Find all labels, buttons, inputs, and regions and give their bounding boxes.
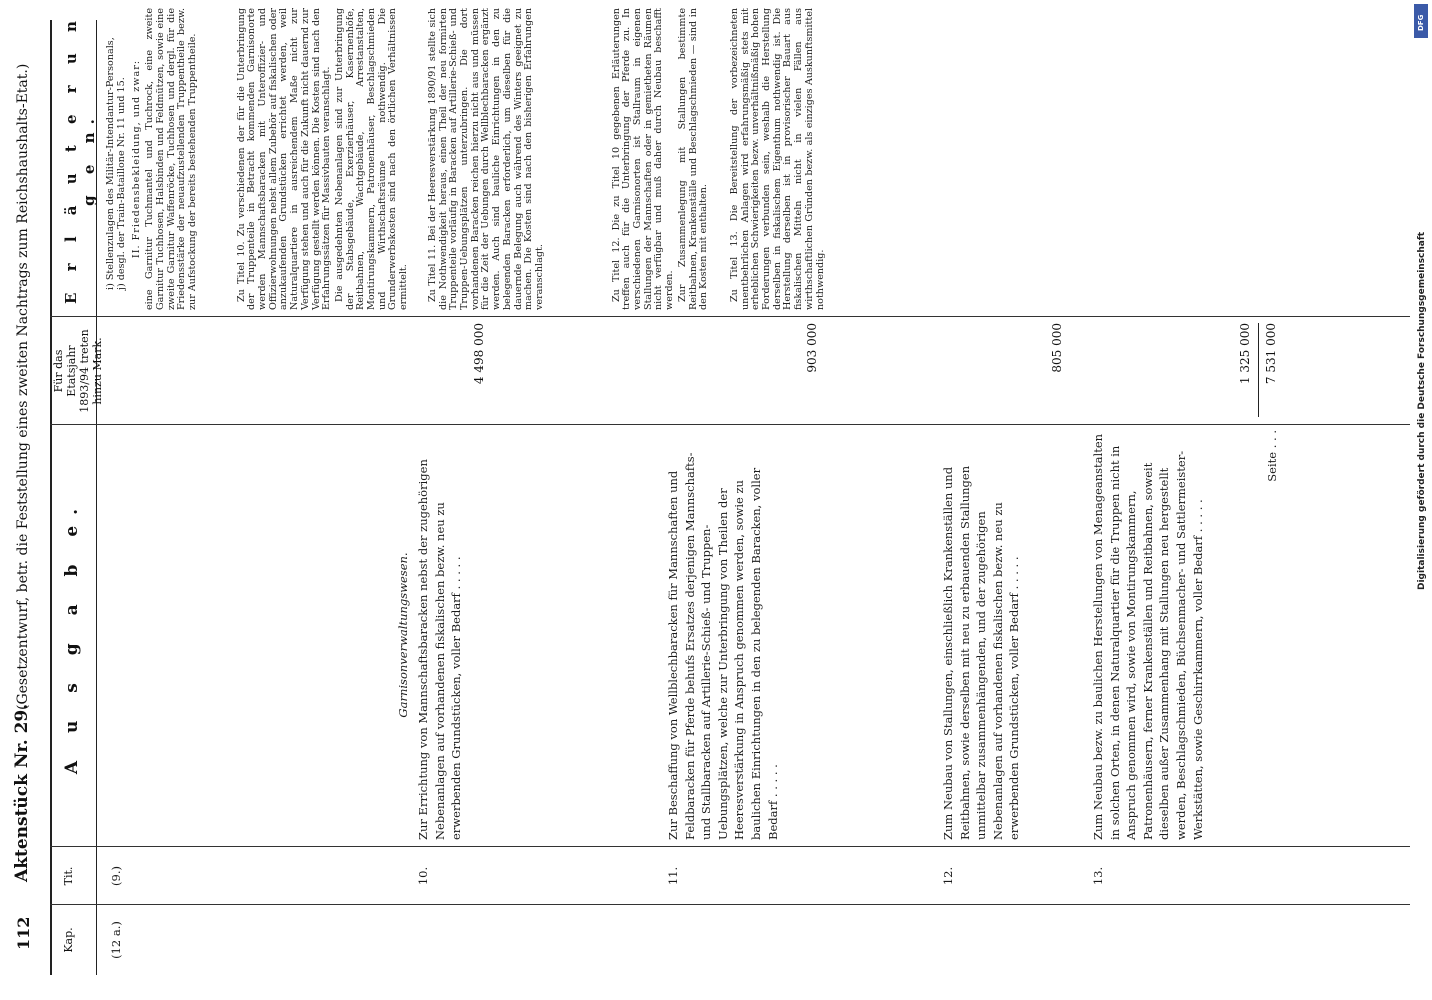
column-header-betrag: Für das Etatsjahr 1893/94 treten hinzu Mark. <box>52 329 104 413</box>
explanation-titel-11: Zu Titel 11. Bei der Heeresverstärkung 1890/91 stellte sich die Nothwendigkeit heraus, einen Theil der neu formirten Truppenteile vorläufig in Baracken auf Artillerie-Schieß- und Truppen-Uebungsplätzen unterzubringen. Die dort vorhandenen Baracken reichen hierzu nicht aus und müssen für die Zeit der Uebungen durch Wellblechbaracken ergänzt werden. Auch sind bauliche Einrichtungen in den zu belegenden Baracken erforderlich, um dieselben für die dauernde Belegung auch während des Winters geeignet zu machen. Die Kosten sind nach den bisherigen Erfahrungen veranschlagt. <box>426 8 545 310</box>
explanation-section-ii: II. Friedensbekleidung, und zwar: <box>131 59 143 259</box>
seite-label: Seite . . . <box>1265 430 1279 482</box>
explanation-titel-13: Zu Titel 13. Die Bereitstellung der vorbezeichneten unentbehrlichen Anlagen wird erfahrungsmäßig stets mit erheblichen Schwierigkeiten bezw. unverhältnißmäßig hohen Forderungen verbunden sein, weshalb die Herstellung derselben in fiskalischem Eigenthum nothwendig ist. Die Herstellung derselben ist in provisorischer Bauart aus fiskalischen Mitteln nicht in vielen Fällen aus wirthschaftlichen Gründen bezw. als einziges Auskunftsmittel nothwendig. <box>728 8 826 310</box>
explanation-titel-10: Zu Titel 10. Zu verschiedenen der für die Unterbringung der Truppenteile in Betracht kommenden Garnisonorte werden Mannschaftsbaracken mit Unteroffizier- und Offizierwohnungen nebst allem Zubehör auf fiskalischen oder anzukaufenden Grundstücken errichtet werden, weil Naturalquartiere in ausreichendem Maße nicht zur Verfügung stehen und auch für die Zukunft nicht dauernd zur Verfügung gestellt werden können. Die Kosten sind nach den Erfahrungssätzen für Massivbauten veranschlagt. <box>235 8 333 310</box>
document-title: (Gesetzentwurf, betr. die Feststellung eines zweiten Nachtrags zum Reichshaushalts-Etat.) <box>15 63 31 710</box>
row-11-ausgabe: Zur Beschaffung von Wellblechbaracken für Mannschaften und Feldbaracken für Pferde behufs Ersatzes derjenigen Mannschafts- und Stallbaracken auf Artillerie-Schieß- und Truppen-Uebungsplätzen, welche zur Unterbringung von Theilen der Heeresverstärkung in Anspruch genommen werden, sowie zu baulichen Einrichtungen in den zu belegenden Baracken, voller Bedarf . . . . . <box>666 452 780 840</box>
tit-value: (9.) <box>109 866 123 886</box>
row-11-titel: 11. <box>666 866 680 886</box>
row-13-ausgabe: Zum Neubau bezw. zu baulichen Herstellungen von Menageanstalten in solchen Orten, in denen Naturalquartier für die Truppen nicht in Anspruch genommen wird, sowie von Montirungskammern, Patronenhäusern, ferner Krankenställen und Reitbahnen, soweit dieselben außer Zusammenhang mit Stallungen neu hergestellt werden, Beschlagschmieden, Büchsenmacher- und Sattlermeister-Werkstätten, sowie Geschirrkammern, voller Bedarf . . . . . <box>1091 433 1205 840</box>
row-13-betrag: 1 325 000 <box>1238 323 1252 385</box>
row-12-titel: 12. <box>941 866 955 886</box>
table-top-rule <box>50 20 52 975</box>
explanation-titel-12: Zu Titel 12. Die zu Titel 10 gegebenen Erläuterungen treffen auch für die Unterbringung der Pferde zu. In verschiedenen Garnisonorten ist Stallraum in eigenen Stallungen der Mannschaften oder in gemietheten Räumen nicht verfügbar und muß daher durch Neubau beschafft werden. <box>610 8 676 310</box>
row-13-titel: 13. <box>1091 866 1105 886</box>
page-number: 112 <box>14 916 33 950</box>
column-divider-betrag <box>50 316 1410 317</box>
kap-value: (12 a.) <box>109 921 123 959</box>
row-12-betrag: 805 000 <box>1050 323 1064 373</box>
column-divider-kap <box>50 904 1410 905</box>
column-divider-ausgabe <box>50 424 1410 425</box>
digitization-credit: Digitalisierung gefördert durch die Deutsche Forschungsgemeinschaft <box>1417 231 1427 590</box>
column-header-kap: Kap. <box>62 927 75 953</box>
row-10-ausgabe: Zur Errichtung von Mannschaftsbaracken nebst der zugehörigen Nebenanlagen auf vorhandenen fiskalischen bezw. neu zu erwerbenden Grundstücken, voller Bedarf . . . . . <box>416 459 464 840</box>
dfg-logo: DFG <box>1414 4 1428 38</box>
row-10-betrag: 4 498 000 <box>472 323 486 385</box>
column-divider-tit <box>50 846 1410 847</box>
explanation-bekleidung: eine Garnitur Tuchmantel und Tuchrock, eine zweite Garnitur Tuchhosen, Halsbinden und Feldmützen, sowie eine zweite Garnitur Waffenröcke, Tuchhosen und dergl. für die Friedensstärke der neuaufzustellenden Truppentheile bezw. zur Aufstockung der bereits bestehenden Truppentheile. <box>144 8 198 310</box>
document-number: Aktenstück Nr. 29. <box>12 703 32 882</box>
row-12-ausgabe: Zum Neubau von Stallungen, einschließlich Krankenställen und Reitbahnen, sowie derselben mit neu zu erbauenden Stallungen unmittelbar zusammenhängenden, und der zugehörigen Nebenanlagen auf vorhandenen fiskalischen bezw. neu zu erwerbenden Grundstücken, voller Bedarf . . . . . <box>941 465 1022 840</box>
explanation-line-j: j) desgl. der Train-Bataillone Nr. 11 und 15. <box>115 77 127 290</box>
section-heading: Garnisonverwaltungswesen. <box>396 552 410 718</box>
explanation-line-i: i) Stellenzulagen des Militär-Intendantur-Personals, <box>105 37 116 290</box>
column-header-erlaeuterungen: E r l ä u t e r u n g e n. <box>62 13 98 304</box>
sum-rule <box>1258 323 1259 417</box>
row-10-titel: 10. <box>416 866 430 886</box>
digitization-sidebar <box>1417 0 1429 1000</box>
explanations-column <box>106 8 826 310</box>
explanation-zusammenlegung: Zur Zusammenlegung mit Stallungen bestimmte Reitbahnen, Krankenställe und Beschlagschmieden — sind in den Kosten mit enthalten. <box>676 8 710 310</box>
column-header-tit: Tit. <box>62 866 75 886</box>
explanation-nebenanlagen: Die ausgedehnten Nebenanlagen sind zur Unterbringung der Stabsgebäude, Exerzierhäuser, Kasernenhöfe, Reitbahnen, Wachtgebäude, Arrestanstalten, Montirungskammern, Patronenhäuser, Beschlagschmieden und Wirthschaftsräume nothwendig. Die Grunderwerbskosten sind nach den örtlichen Verhältnissen ermittelt. <box>333 8 410 310</box>
row-11-betrag: 903 000 <box>805 323 819 373</box>
column-header-ausgabe: A u s g a b e. <box>62 497 82 775</box>
seite-total: 7 531 000 <box>1264 323 1278 385</box>
